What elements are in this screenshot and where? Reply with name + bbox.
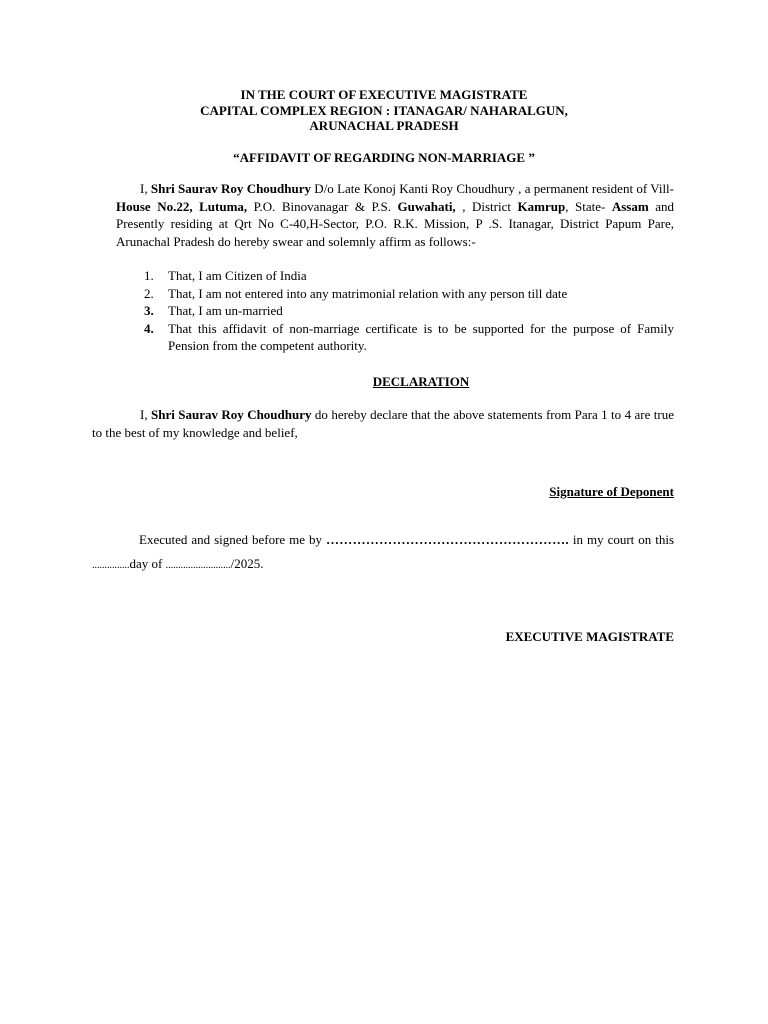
state-name: Assam <box>611 198 649 214</box>
item-number: 4. <box>144 320 154 336</box>
item-number: 3. <box>144 303 154 318</box>
declaration-text: I, <box>140 407 151 422</box>
list-item <box>116 320 674 355</box>
intro-text: D/o Late Konoj Kanti Roy Choudhury , a permanent resident of Vill- <box>311 181 674 196</box>
execution-paragraph <box>92 528 674 578</box>
execution-text: in my court on this <box>568 532 675 547</box>
intro-paragraph <box>116 180 674 250</box>
header-line-3: ARUNACHAL PRADESH <box>309 118 459 133</box>
list-item <box>116 285 674 303</box>
execution-text: day of <box>129 556 166 571</box>
executive-magistrate-signatory: EXECUTIVE MAGISTRATE <box>505 629 674 644</box>
item-number: 1. <box>144 268 154 283</box>
affirmation-list <box>116 267 674 355</box>
execution-text: Executed and signed before me by <box>139 532 326 547</box>
signature-of-deponent: Signature of Deponent <box>549 484 674 499</box>
header-line-2: CAPITAL COMPLEX REGION : ITANAGAR/ NAHARALGUN, <box>200 102 568 118</box>
deponent-name: Shri Saurav Roy Choudhury <box>151 407 312 422</box>
intro-text: I, <box>140 181 151 196</box>
police-station: Guwahati, <box>397 198 456 214</box>
intro-text: , District <box>455 198 518 214</box>
declaration-paragraph <box>92 406 674 441</box>
intro-text: and Presently residing at Qrt No C-40,H-Sector, P.O. R.K. Mission, P .S. Itanagar, District Papum Pare, Arunachal Pradesh do hereby swear and solemnly affirm as follows:- <box>116 198 674 249</box>
item-text: That, I am un-married <box>168 303 283 318</box>
declaration-text: do hereby declare that the above statements from Para 1 to 4 are true to the best of my knowledge and belief, <box>92 407 674 440</box>
name-blank: ………………………………………………. <box>325 532 569 547</box>
affidavit-title: “AFFIDAVIT OF REGARDING NON-MARRIAGE ” <box>233 150 535 165</box>
intro-text: P.O. Binovanagar & P.S. <box>247 198 398 214</box>
execution-text: /2025. <box>230 556 264 571</box>
declaration-heading: DECLARATION <box>372 374 470 389</box>
list-item <box>116 267 674 285</box>
month-blank: .......................... <box>165 560 231 571</box>
house-address: House No.22, Lutuma, <box>116 198 248 214</box>
day-blank: ............... <box>92 560 130 571</box>
district-name: Kamrup <box>517 198 566 214</box>
header-line-1: IN THE COURT OF EXECUTIVE MAGISTRATE <box>240 87 528 102</box>
item-text: That this affidavit of non-marriage certificate is to be supported for the purpose of Family Pension from the competent authority. <box>168 320 674 353</box>
intro-text: , State- <box>565 198 612 214</box>
list-item <box>116 302 674 320</box>
court-header <box>0 87 768 134</box>
item-number: 2. <box>144 285 154 301</box>
deponent-name: Shri Saurav Roy Choudhury <box>150 181 312 196</box>
item-text: That, I am not entered into any matrimonial relation with any person till date <box>168 285 568 301</box>
item-text: That, I am Citizen of India <box>168 268 307 283</box>
